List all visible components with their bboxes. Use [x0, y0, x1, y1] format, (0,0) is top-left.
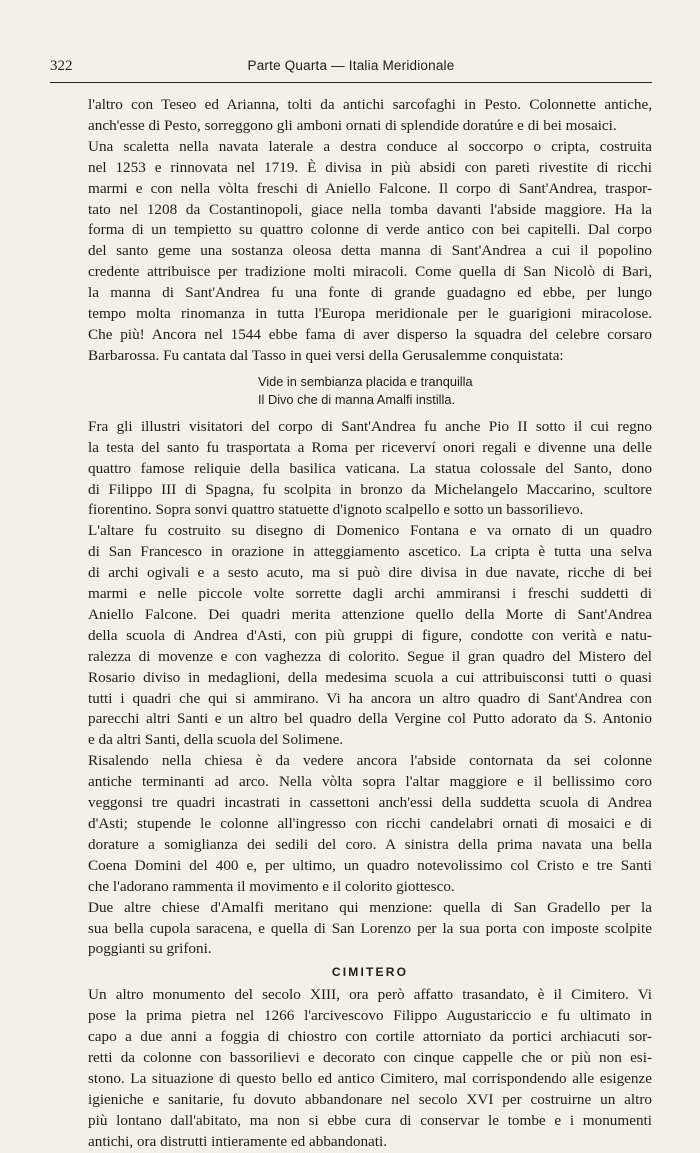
- text-line: Coena Domini del 400 e, per ultimo, un quadro notevolissimo col Cristo e tre Santi: [88, 856, 652, 874]
- text-line: quattro famose reliquie della basilica vaticana. La statua colossale del Santo, dono: [88, 459, 652, 477]
- verse-quote: [88, 373, 652, 409]
- text-line: marmi e nelle piccole volte sorrette dagli archi ammiransi i freschi suddetti di: [88, 585, 652, 603]
- page-number: 322: [50, 58, 73, 74]
- text-line: retti da colonne con bassorilievi e decorato con cinque cappelle che or più non esi-: [88, 1049, 652, 1067]
- text-line: Aniello Falcone. Dei quadri merita attenzione quello della Morte di Sant'Andrea: [88, 605, 652, 623]
- text-line: la manna di Sant'Andrea fu una fonte di grande guadagno ed ebbe, per lungo: [88, 284, 652, 302]
- text-line: igieniche e sanitarie, fu dovuto abbandonare nel secolo XVI per costruirne un altro: [88, 1090, 652, 1108]
- text-line: Fra gli illustri visitatori del corpo di Sant'Andrea fu anche Pio II sotto il cui regno: [88, 417, 652, 435]
- text-line: antiche terminanti ad arco. Nella vòlta sopra l'altar maggiore e il bellissimo coro: [88, 773, 652, 791]
- text-line: forma di un tempietto su quattro colonne di verde antico con bei capitelli. Dal corpo: [88, 221, 652, 239]
- text-line: di San Francesco in orazione in atteggiamento ascetico. La cripta è tutta una selva: [88, 543, 652, 561]
- text-line: poggianti su grifoni.: [88, 940, 212, 958]
- text-line: di archi ogivali e a sesto acuto, ma si può dire divisa in due navate, ricche di bei: [88, 564, 652, 582]
- text-line: Un altro monumento del secolo XIII, ora però affatto trasandato, è il Cimitero. Vi: [88, 986, 652, 1004]
- verse-line: Il Divo che di manna Amalfi instilla.: [258, 391, 456, 407]
- text-line: stono. La situazione di questo bello ed antico Cimitero, mal corrispondendo alle esigenze: [88, 1069, 652, 1087]
- text-line: credente attribuisce per tradizione molti miracoli. Come quella di San Nicolò di Bari,: [88, 263, 652, 281]
- text-line: del santo geme una sostanza oleosa detta manna di Sant'Andrea a cui il popolino: [88, 242, 652, 260]
- verse-line: Vide in sembianza placida e tranquilla: [258, 373, 473, 389]
- paragraph: [88, 985, 652, 1152]
- paragraph: [88, 95, 652, 137]
- text-line: antichi, ora distrutti intieramente ed abbandonati.: [88, 1132, 388, 1150]
- text-line: la testa del santo fu trasportata a Roma per riceverví onori regali e divenne una delle: [88, 438, 652, 456]
- text-line: sua bella cupola saracena, e quella di San Lorenzo per la sua porta con imposte scolpite: [88, 919, 652, 937]
- section-heading: CIMITERO: [331, 965, 409, 980]
- page-body: [88, 95, 652, 1153]
- paragraph: [88, 751, 652, 897]
- text-line: che l'adorano rammenta il movimento e il colorito giottesco.: [88, 877, 455, 895]
- text-line: veggonsi tre quadri incastrati in cassettoni anch'essi della suddetta scuola di Andrea: [88, 794, 652, 812]
- text-line: Rosario diviso in medaglioni, della medesima scuola a cui attribuisconsi tutti o quasi: [88, 668, 652, 686]
- header-rule: [50, 82, 652, 83]
- text-line: Che più! Ancora nel 1544 ebbe fama di aver disperso la squadra del celebre corsaro: [88, 325, 652, 343]
- text-line: di Filippo III di Spagna, fu scolpita in bronzo da Michelangelo Maccarino, scultore: [88, 480, 652, 498]
- paragraph: [88, 521, 652, 751]
- text-line: della scuola di Andrea d'Asti, con più gruppi di figure, condotte con verità e natu-: [88, 626, 652, 644]
- text-line: tutti i quadri che qui si ammirano. Vi ha ancora un altro quadro di Sant'Andrea con: [88, 689, 652, 707]
- paragraph: [88, 137, 652, 367]
- text-line: d'Asti; stupende le colonne all'ingresso con ricchi candelabri ornati di mosaici e di: [88, 815, 652, 832]
- text-line: ralezza di movenze e con vaghezza di colorito. Segue il gran quadro del Mistero del: [88, 647, 652, 665]
- text-line: l'altro con Teseo ed Arianna, tolti da antichi sarcofaghi in Pesto. Colonnette antiche,: [88, 96, 652, 113]
- text-line: parecchi altri Santi e un altro bel quadro della Vergine col Putto adorato da S. Antonio: [88, 710, 652, 728]
- text-line: tempo molta rinomanza in tutta l'Europa meridionale per le guarigioni miracolose.: [88, 305, 652, 323]
- text-line: fiorentino. Sopra sonvi quattro statuette d'ignoto scalpello e sotto un bassorilievo.: [88, 501, 584, 519]
- text-line: nel 1253 e rinnovata nel 1719. È divisa in più absidi con pareti rivestite di ricchi: [88, 158, 652, 176]
- text-line: Barbarossa. Fu cantata dal Tasso in quei versi della Gerusalemme conquistata:: [88, 346, 564, 364]
- text-line: più lontano dall'abitato, ma non si ebbe cura di conservar le tombe e i monumenti: [88, 1111, 652, 1129]
- running-title: Parte Quarta — Italia Meridionale: [247, 58, 455, 73]
- text-line: marmi e con nella vòlta freschi di Aniello Falcone. Il corpo di Sant'Andrea, traspor-: [88, 179, 652, 197]
- text-line: Due altre chiese d'Amalfi meritano qui menzione: quella di San Gradello per la: [88, 898, 652, 916]
- text-line: dorature a somiglianza dei sedili del coro. A sinistra della prima navata una bella: [88, 835, 652, 853]
- page-header: [50, 58, 652, 78]
- text-line: tato nel 1208 da Costantinopoli, giace nella tomba davanti l'abside maggiore. Ha la: [88, 200, 652, 218]
- text-line: capo a due anni a foggia di chiostro con cortile attorniato da portici archiacuti sor-: [88, 1028, 652, 1046]
- text-line: L'altare fu costruito su disegno di Domenico Fontana e va ornato di un quadro: [88, 522, 652, 540]
- paragraph: [88, 417, 652, 522]
- text-line: pose la prima pietra nel 1266 l'arcivescovo Filippo Augustariccio e fu ultimato in: [88, 1007, 652, 1025]
- paragraph: [88, 898, 652, 961]
- text-line: anch'esse di Pesto, sorreggono gli amboni ornati di splendide doratúre e di bei mosaici.: [88, 116, 617, 134]
- text-line: e da altri Santi, della scuola del Solimene.: [88, 731, 344, 749]
- text-line: Risalendo nella chiesa è da vedere ancora l'abside contornata da sei colonne: [88, 752, 652, 770]
- text-line: Una scaletta nella navata laterale a destra conduce al soccorpo o cripta, costruita: [88, 137, 652, 155]
